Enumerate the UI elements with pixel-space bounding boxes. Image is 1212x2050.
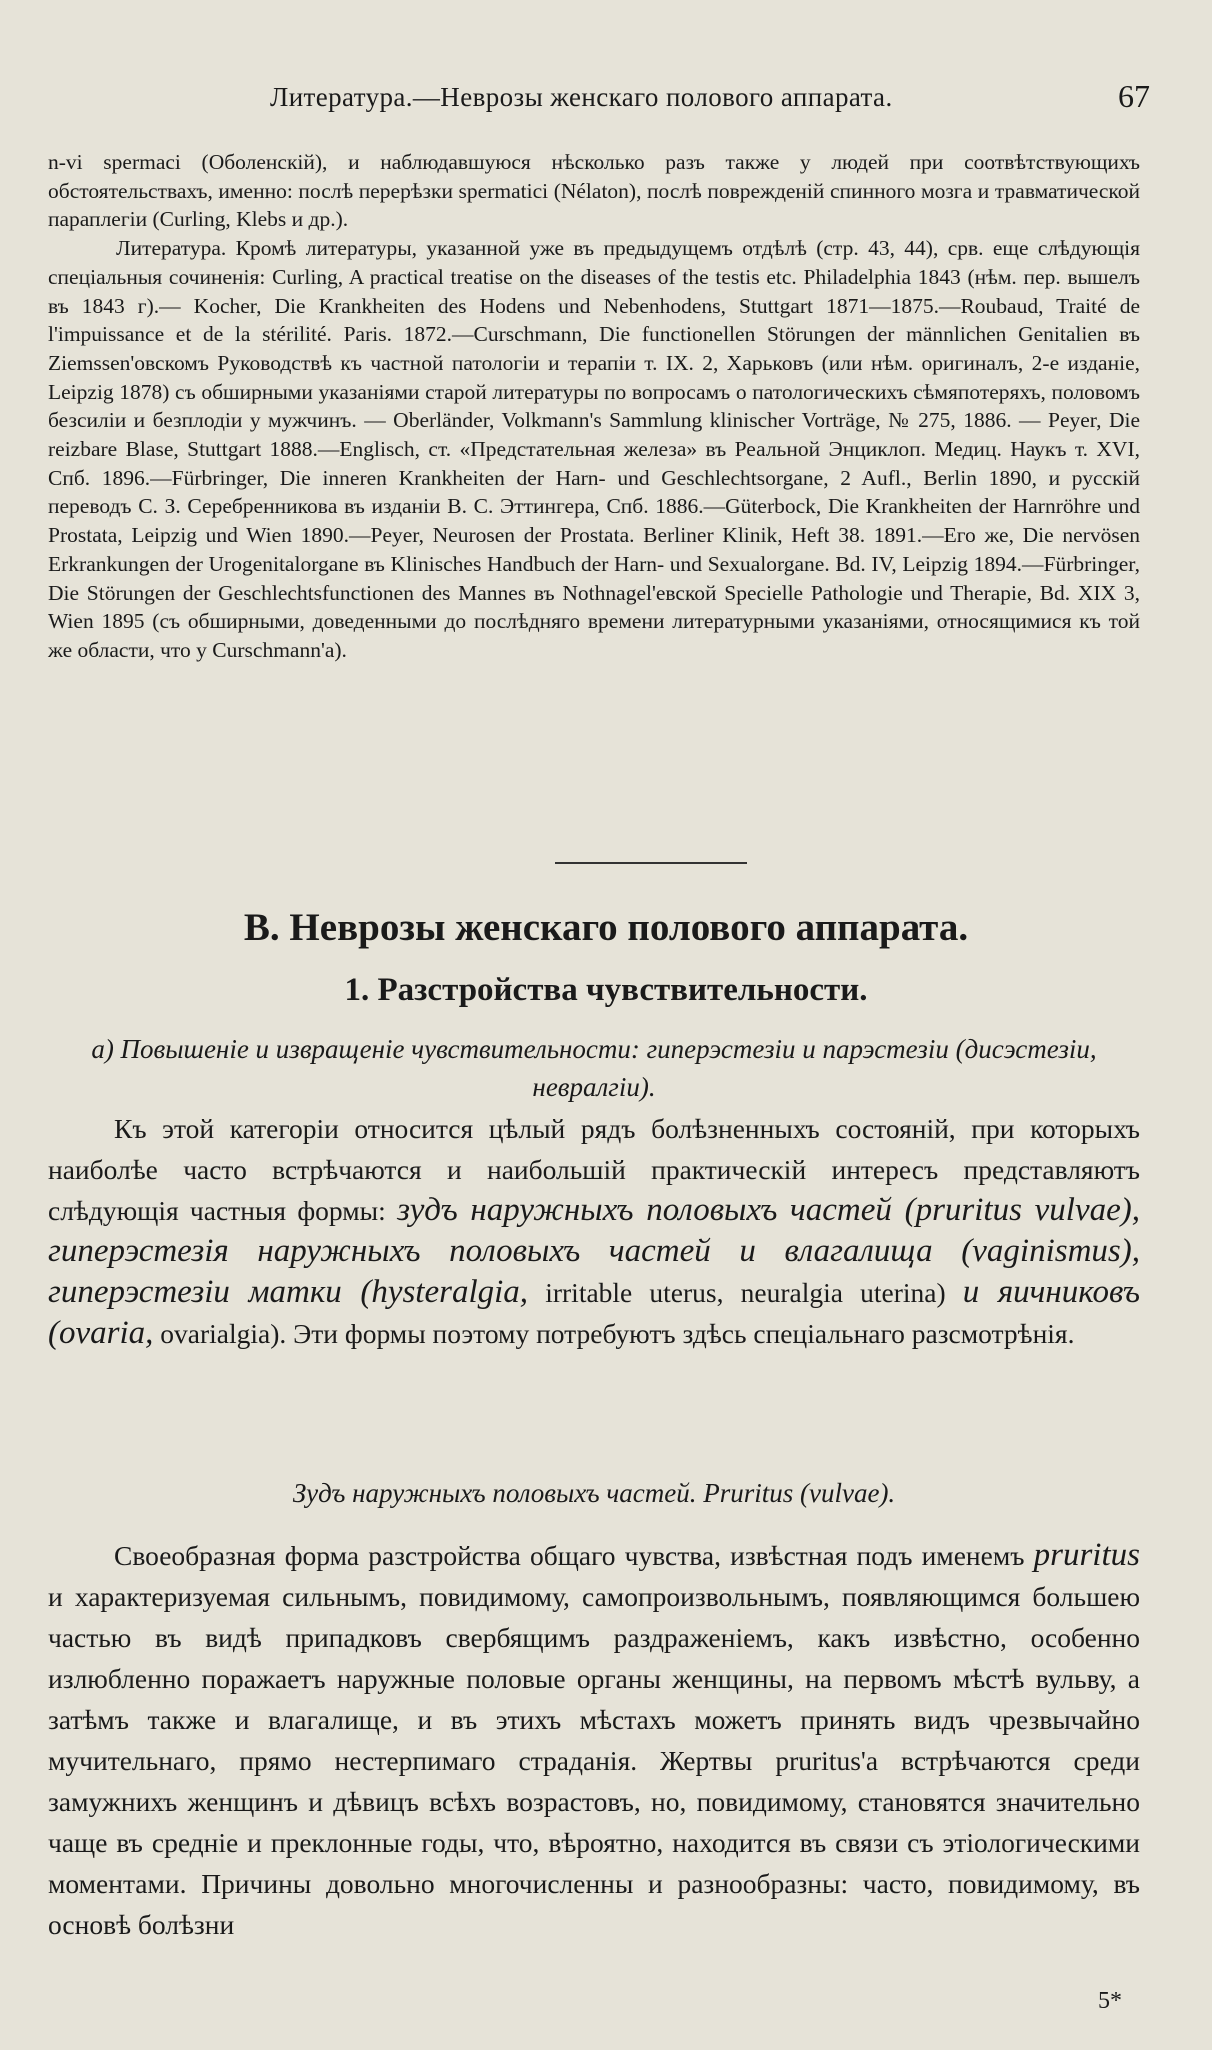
section-divider: [555, 862, 747, 864]
emphasis-run: pruritus: [1033, 1537, 1140, 1573]
text-run: Своеобразная форма разстройства общаго чувства, извѣстная подъ именемъ: [114, 1540, 1034, 1571]
emphasis-run: и яичниковъ (ovaria,: [48, 1274, 1140, 1351]
text-run: ovarialgia). Эти формы поэтому потребуютъ здѣсь спеціальнаго разсмотрѣнія.: [153, 1318, 1075, 1349]
section-heading: B. Неврозы женскаго полового аппарата.: [243, 906, 969, 949]
page-number: 67: [1118, 78, 1150, 114]
subsection-title: а) Повышеніе и извращеніе чувствительности: гиперэстезіи и парэстезіи (дисэстезіи, невралгіи).: [91, 1034, 1097, 1102]
literature-block: [48, 148, 1140, 665]
literature-paragraph: Литература. Кромѣ литературы, указанной уже въ предыдущемъ отдѣлѣ (стр. 43, 44), срв. еще слѣдующія спеціальныя сочиненія: Curling, A practical treatise on the diseases of the testis etc. Philadelphia 1843 (нѣм. пер. вышелъ въ 1843 г).— Kocher, Die Krankheiten des Hodens und Nebenhodens, Stuttgart 1871—1875.—Roubaud, Traité de l'impuissance et de la stérilité. Paris. 1872.—Curschmann, Die functionellen Störungen der männlichen Genitalien въ Ziemssen'овскомъ Руководствѣ къ частной патологіи и терапіи т. IX. 2, Харьковъ (или нѣм. оригиналъ, 2-е изданіе, Leipzig 1878) съ обширными указаніями старой литературы по вопросамъ о патологическихъ сѣмяпотеряхъ, половомъ безсиліи и безплодіи у мужчинъ. — Oberländer, Volkmann's Sammlung klinischer Vorträge, № 275, 1886. — Peyer, Die reizbare Blase, Stuttgart 1888.—Englisch, ст. «Предстательная железа» въ Реальной Энциклоп. Медиц. Наукъ т. XVI, Спб. 1896.—Fürbringer, Die inneren Krankheiten der Harn- und Geschlechtsorgane, 2 Aufl., Berlin 1890, и русскій переводъ С. З. Серебренниковa въ изданіи В. С. Эттингера, Спб. 1886.—Güterbock, Die Krankheiten der Harnröhre und Prostata, Leipzig und Wien 1890.—Peyer, Neurosen der Prostata. Berliner Klinik, Heft 38. 1891.—Его же, Die nervösen Erkrankungen der Urogenitalorgane въ Klinisches Handbuch der Harn- und Sexualorgane. Bd. IV, Leipzig 1894.—Fürbringer, Die Störungen der Geschlechtsfunctionen des Mannes въ Nothnagel'евской Specielle Pathologie und Therapie, Bd. XIX 3, Wien 1895 (съ обширными, доведенными до послѣдняго времени литературными указаніями, относящимися къ той же области, что у Curschmann'a).: [48, 236, 1140, 662]
text-run: irritable uterus, neuralgia uterina): [528, 1277, 963, 1308]
pruritus-title: Зудъ наружныхъ половыхъ частей. Pruritus (vulvae).: [292, 1478, 896, 1508]
page-header: [170, 78, 1150, 122]
paragraph: [48, 1108, 1140, 1354]
body-paragraph-1: [48, 1108, 1140, 1354]
emphasis-run: зудъ наружныхъ половыхъ частей (pruritus vulvae), гиперэстезія наружныхъ половыхъ частей и влагалища (vaginismus), гиперэстезіи матки (hysteralgia,: [48, 1192, 1140, 1310]
running-title: Литература.—Неврозы женскаго полового аппарата.: [270, 82, 893, 112]
text-run: и характеризуемая сильнымъ, повидимому, самопроизвольнымъ, появляющимся большею частью въ видѣ припадковъ свербящимъ раздраженіемъ, какъ извѣстно, особенно излюбленно поражаетъ наружные половые органы женщины, на первомъ мѣстѣ вульву, а затѣмъ также и влагалище, и въ этихъ мѣстахъ можетъ принять видъ чрезвычайно мучительнаго, прямо нестерпимаго страданія. Жертвы pruritus'a встрѣчаются среди замужнихъ женщинъ и дѣвицъ всѣхъ возрастовъ, но, повидимому, становятся значительно чаще въ средніе и преклонные годы, что, вѣроятно, находится въ связи съ этіологическими моментами. Причины довольно многочисленны и разнообразны: часто, повидимому, въ основѣ болѣзни: [48, 1581, 1140, 1940]
body-paragraph-2: [48, 1535, 1140, 1945]
paragraph-continuation: n-vi spermaci (Оболенскій), и наблюдавшуюся нѣсколько разъ также у людей при соотвѣтствующихъ обстоятельствахъ, именно: послѣ перерѣзки spermatici (Nélaton), послѣ поврежденій спинного мозга и травматической параплегіи (Curling, Klebs и др.).: [48, 150, 1140, 232]
text-run: Къ этой категоріи относится цѣлый рядъ болѣзненныхъ состояній, при которыхъ наиболѣе часто встрѣчаются и наибольшій практическій интересъ представляютъ слѣдующія частныя формы:: [48, 1113, 1140, 1226]
paragraph: [48, 1535, 1140, 1945]
subsection-heading: 1. Разстройства чувствительности.: [344, 972, 868, 1008]
signature-mark: 5*: [1098, 1988, 1122, 2014]
